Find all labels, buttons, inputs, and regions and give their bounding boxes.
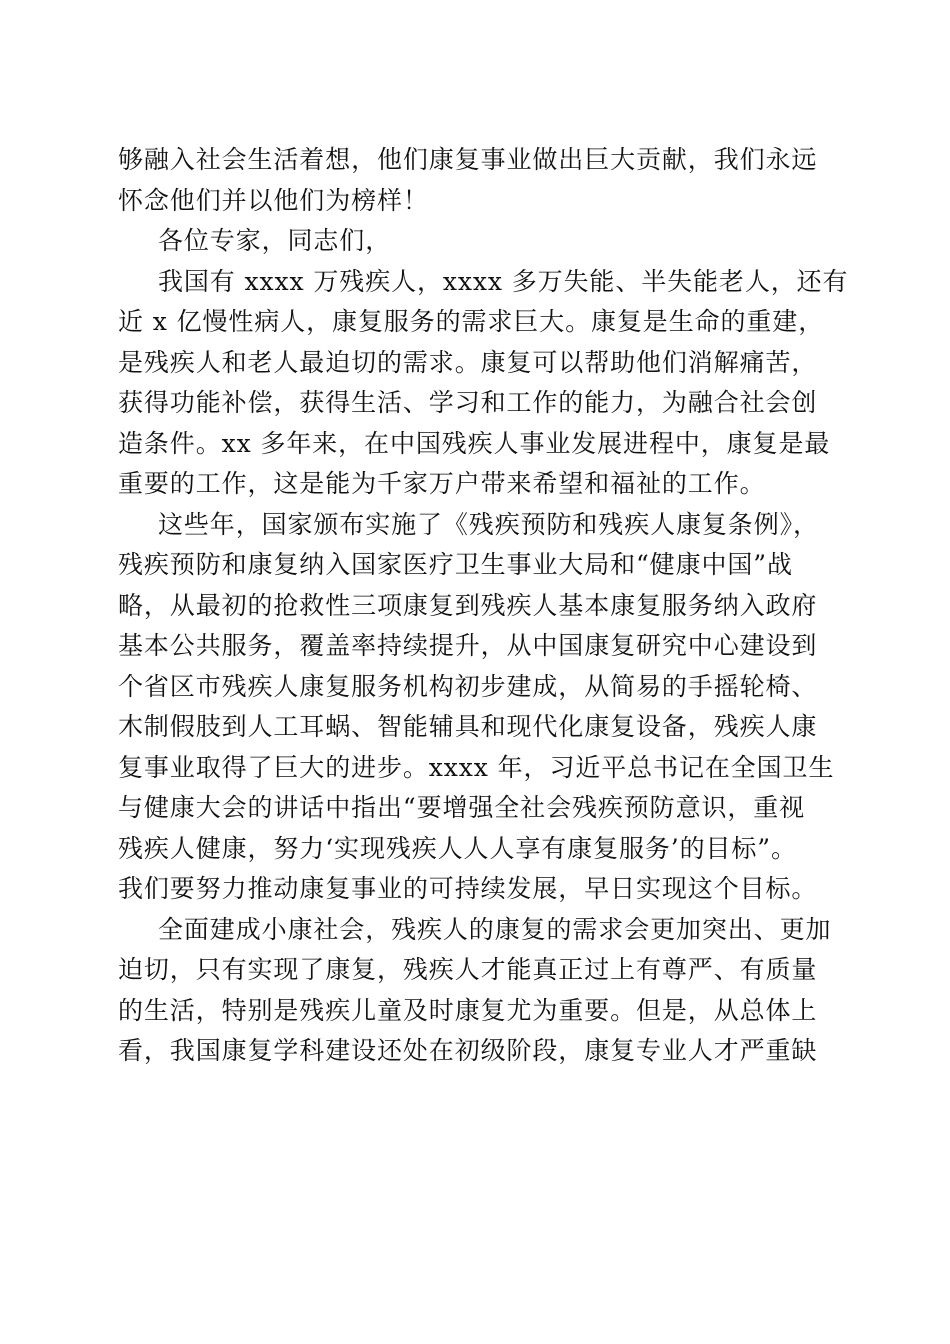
text-line: 复事业取得了巨大的进步。xxxx 年，习近平总书记在全国卫生 <box>118 752 835 782</box>
text-line: 获得功能补偿，获得生活、学习和工作的能力，为融合社会创 <box>118 388 818 417</box>
text-line: 近 x 亿慢性病人，康复服务的需求巨大。康复是生命的重建， <box>118 307 825 336</box>
text-line: 全面建成小康社会，残疾人的康复的需求会更加突出、更加 <box>158 914 832 944</box>
text-line: 个省区市残疾人康复服务机构初步建成，从简易的手摇轮椅、 <box>118 671 818 701</box>
text-line: 各位专家，同志们， <box>158 226 392 255</box>
text-line: 是残疾人和老人最迫切的需求。康复可以帮助他们消解痛苦， <box>118 347 818 377</box>
body-text <box>118 140 849 1072</box>
text-line: 木制假肢到人工耳蜗、智能辅具和现代化康复设备，残疾人康 <box>118 712 818 741</box>
text-line: 我国有 xxxx 万残疾人，xxxx 多万失能、半失能老人，还有 <box>158 266 849 296</box>
text-line: 与健康大会的讲话中指出“要增强全社会残疾预防意识，重视 <box>118 793 806 822</box>
text-line: 迫切，只有实现了康复，残疾人才能真正过上有尊严、有质量 <box>118 955 818 984</box>
text-line: 造条件。xx 多年来，在中国残疾人事业发展进程中，康复是最 <box>118 428 831 458</box>
text-line: 残疾预防和康复纳入国家医疗卫生事业大局和“健康中国”战 <box>118 550 793 579</box>
text-line: 怀念他们并以他们为榜样！ <box>118 185 429 215</box>
text-line: 够融入社会生活着想，他们康复事业做出巨大贡献，我们永远 <box>118 145 818 174</box>
text-line: 我们要努力推动康复事业的可持续发展，早日实现这个目标。 <box>118 874 818 903</box>
text-line: 看，我国康复学科建设还处在初级阶段，康复专业人才严重缺 <box>118 1036 818 1065</box>
text-line: 残疾人健康，努力‘实现残疾人人人享有康复服务’的目标”。 <box>118 833 797 863</box>
text-line: 略，从最初的抢救性三项康复到残疾人基本康复服务纳入政府 <box>118 590 818 620</box>
text-line: 的生活，特别是残疾儿童及时康复尤为重要。但是，从总体上 <box>118 995 818 1025</box>
text-line: 基本公共服务，覆盖率持续提升，从中国康复研究中心建设到 <box>118 631 818 660</box>
text-line: 这些年，国家颁布实施了《残疾预防和残疾人康复条例》， <box>158 509 819 539</box>
text-line: 重要的工作，这是能为千家万户带来希望和福祉的工作。 <box>118 469 766 498</box>
